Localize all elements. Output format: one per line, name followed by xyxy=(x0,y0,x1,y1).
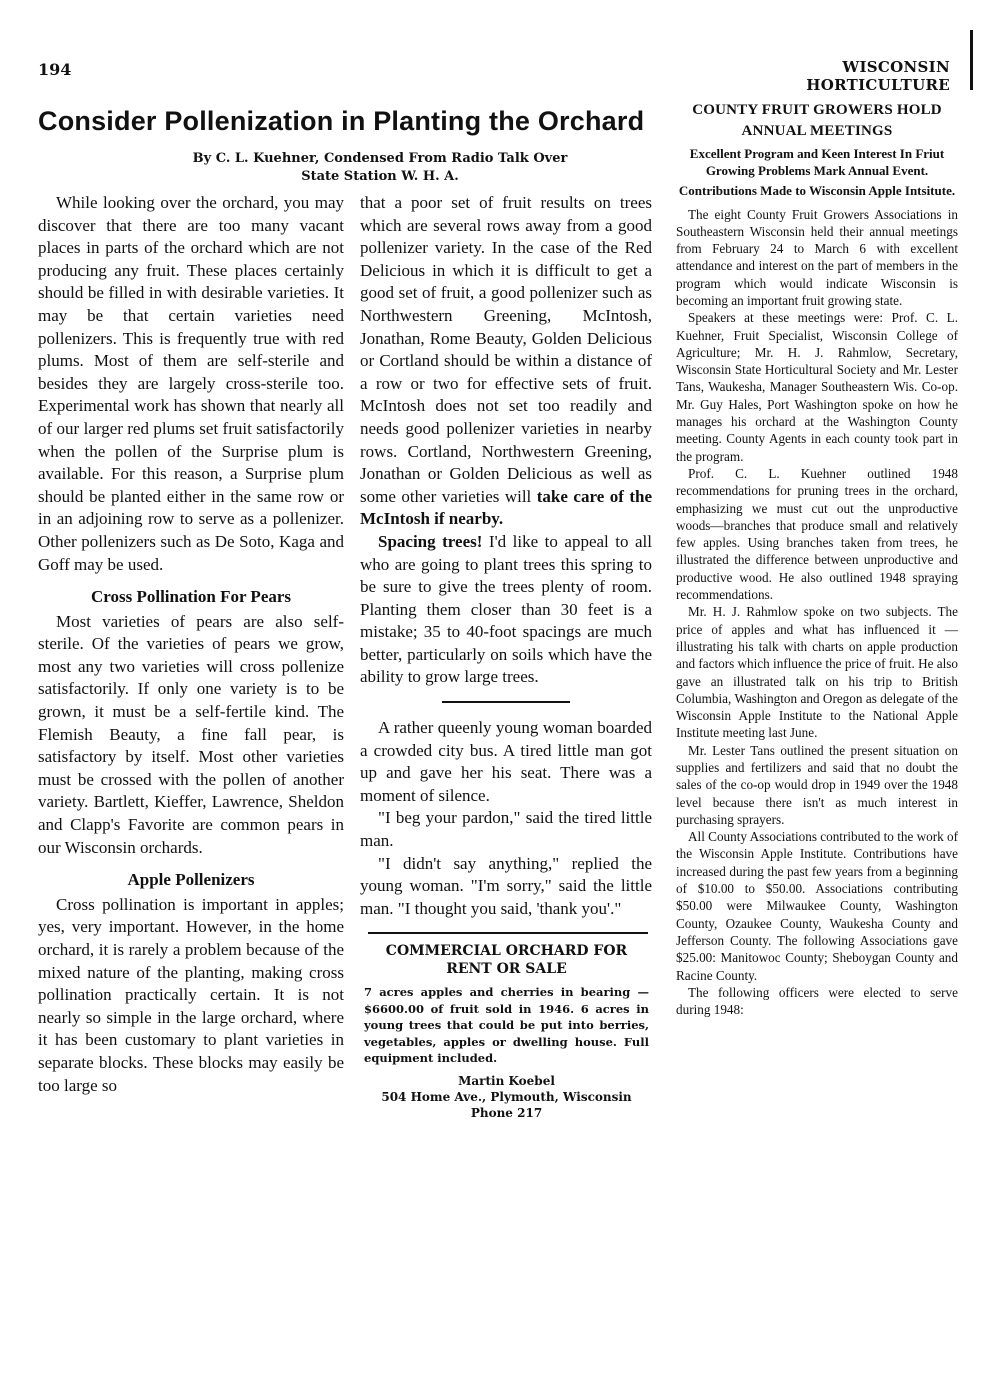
paragraph: Mr. H. J. Rahmlow spoke on two subjects. The price of apples and what has influenced it — illustrating his talk with charts on apple production and factors which influence the price of fruit. He also gave an illustrated talk on his trip to British Columbia, Washington and Oregon as delegate of the Wisconsin Apple Institute to the National Apple Institute meeting last June. xyxy=(676,604,958,741)
paragraph-text: that a poor set of fruit results on trees which are several rows away from a good pollenizer variety. In the case of the Red Delicious in which it is difficult to get a good set of fruit, a good pollenizer such as Northwestern Greening, McIntosh, Jonathan, Rome Beauty, Golden Delicious or Cortland should be within a distance of a row or two for effective sets of fruit. McIntosh does not set too readily and needs good pollenizer varieties in nearby rows. Cortland, Northwestern Greening, Jonathan or Golden Delicious as well as some other varieties will xyxy=(360,193,652,506)
column-right-news xyxy=(676,100,958,1018)
news-subheadline: Excellent Program and Keen Interest In Friut Growing Problems Mark Annual Event. xyxy=(689,146,945,178)
ad-body: 7 acres apples and cherries in bearing — $6600.00 of fruit sold in 1946. 6 acres in young trees that could be put into berries, vegetables, apples or dwelling house. Full equipment included. xyxy=(364,985,649,1066)
paragraph: Speakers at these meetings were: Prof. C. L. Kuehner, Fruit Specialist, Wisconsin College of Agriculture; Mr. H. J. Rahmlow, Secretary, Wisconsin State Horticultural Society and Mr. Lester Tans, Waukesha, Manager Southeastern Wis. Co-op. Mr. Guy Hales, Port Washington spoke on how he manages his orchard at the Washington County meeting. County Agents in each county took part in the program. xyxy=(676,310,958,464)
section-heading-apple: Apple Pollenizers xyxy=(127,870,255,890)
article-title: Consider Pollenization in Planting the Orchard xyxy=(38,106,645,136)
paragraph: Mr. Lester Tans outlined the present situation on supplies and fertilizers and said that no doubt the sales of the co-op would drop in 1949 over the 1948 level because there isn't as much interest in purchasing sprayers. xyxy=(676,742,958,827)
paragraph: Prof. C. L. Kuehner outlined 1948 recommendations for pruning trees in the orchard, emphasizing we must cut out the unproductive woods—branches that produce small and relatively few apples. Using branches taken from trees, he illustrated the difference between unproductive and productive wood. He also outlined 1948 spraying recommendations. xyxy=(676,465,958,603)
paragraph: Cross pollination is important in apples; yes, very important. However, in the home orchard, it is rarely a problem because of the mixed nature of the planting, making cross pollination practically certain. It is not nearly so simple in the large orchard, where it has been customary to plant varieties in separate blocks. These blocks may easily be too large so xyxy=(38,894,344,1095)
margin-rule xyxy=(970,30,973,90)
anecdote-paragraph: A rather queenly young woman boarded a crowded city bus. A tired little man got up and gave her his seat. There was a moment of silence. xyxy=(360,718,652,805)
column-middle xyxy=(360,192,652,1121)
anecdote-paragraph: "I didn't say anything," replied the young woman. "I'm sorry," said the little man. "I thought you said, 'thank you'." xyxy=(360,853,652,918)
classified-ad xyxy=(364,942,649,1121)
paragraph: The following officers were elected to serve during 1948: xyxy=(676,984,958,1018)
paragraph: All County Associations contributed to the work of the Wisconsin Apple Institute. Contributions have increased during the past few years from a beginning of $10.00 to $50.00. Associations contributing $50.00 were Milwaukee County, Washington County, Ozaukee County, Waukesha County and Jefferson County. The following Associations gave $25.00: Manitowoc County; Sheboygan County and Racine County. xyxy=(676,829,958,983)
paragraph: Most varieties of pears are also self-sterile. Of the varieties of pears we grow, most any two varieties will cross pollenize satisfactorily. If only one variety is to be grown, it must be a self-fertile kind. The Flemish Beauty, a fine fall pear, is satisfactory by itself. Most other varieties must be crossed with the pollen of another variety. Bartlett, Kieffer, Lawrence, Sheldon and Clapp's Favorite are common pears in our Wisconsin orchards. xyxy=(38,611,344,857)
ad-contact-address: 504 Home Ave., Plymouth, Wisconsin xyxy=(381,1089,632,1104)
paragraph: While looking over the orchard, you may discover that there are too many vacant places in parts of the orchard which are not producing any fruit. These places certainly should be filled in with desirable varieties. It may be that certain varieties need pollenizers. This is frequently true with red plums. Most of them are self-sterile and besides they are largely cross-sterile too. Experimental work has shown that nearly all of our larger red plums set fruit satisfactorily when the pollen of the Surprise plum is available. For this reason, a Surprise plum should be planted either in the same row or in an adjoining row to serve as a pollenizer. Other pollenizers such as De Soto, Kaga and Goff may be used. xyxy=(38,193,344,574)
running-header: WISCONSIN HORTICULTURE xyxy=(806,58,950,94)
section-heading-pears: Cross Pollination For Pears xyxy=(90,587,292,607)
news-headline: COUNTY FRUIT GROWERS HOLD ANNUAL MEETINGS xyxy=(692,102,942,139)
ad-title: COMMERCIAL ORCHARD FOR RENT OR SALE xyxy=(385,943,628,978)
section-divider xyxy=(442,701,570,703)
ad-contact-name: Martin Koebel xyxy=(458,1073,555,1088)
paragraph xyxy=(360,531,652,689)
anecdote-paragraph: "I beg your pardon," said the tired little man. xyxy=(360,808,652,851)
ad-divider xyxy=(368,932,648,934)
ad-contact xyxy=(364,1073,649,1121)
byline: By C. L. Kuehner, Condensed From Radio Talk Over State Station W. H. A. xyxy=(192,151,568,184)
paragraph: The eight County Fruit Growers Associations in Southeastern Wisconsin held their annual meetings from February 24 to March 6 with excellent attendance and interest on the part of members in the program which would indicate Wisconsin is becoming an important fruit growing state. xyxy=(676,206,958,308)
column-left xyxy=(38,192,344,1097)
ad-contact-phone: Phone 217 xyxy=(470,1105,543,1120)
paragraph xyxy=(360,192,652,531)
page-number: 194 xyxy=(38,60,72,79)
paragraph-text: I'd like to appeal to all who are going to plant trees this spring to be sure to give the trees plenty of room. Planting them closer than 30 feet is a mistake; 35 to 40-foot spacings are much better, particularly on soils which have the ability to grow large trees. xyxy=(360,531,653,687)
news-subheadline: Contributions Made to Wisconsin Apple Intsitute. xyxy=(678,183,956,198)
bold-phrase: take care of the McIntosh if nearby. xyxy=(360,486,653,529)
run-in-heading-spacing: Spacing trees! xyxy=(378,531,483,551)
